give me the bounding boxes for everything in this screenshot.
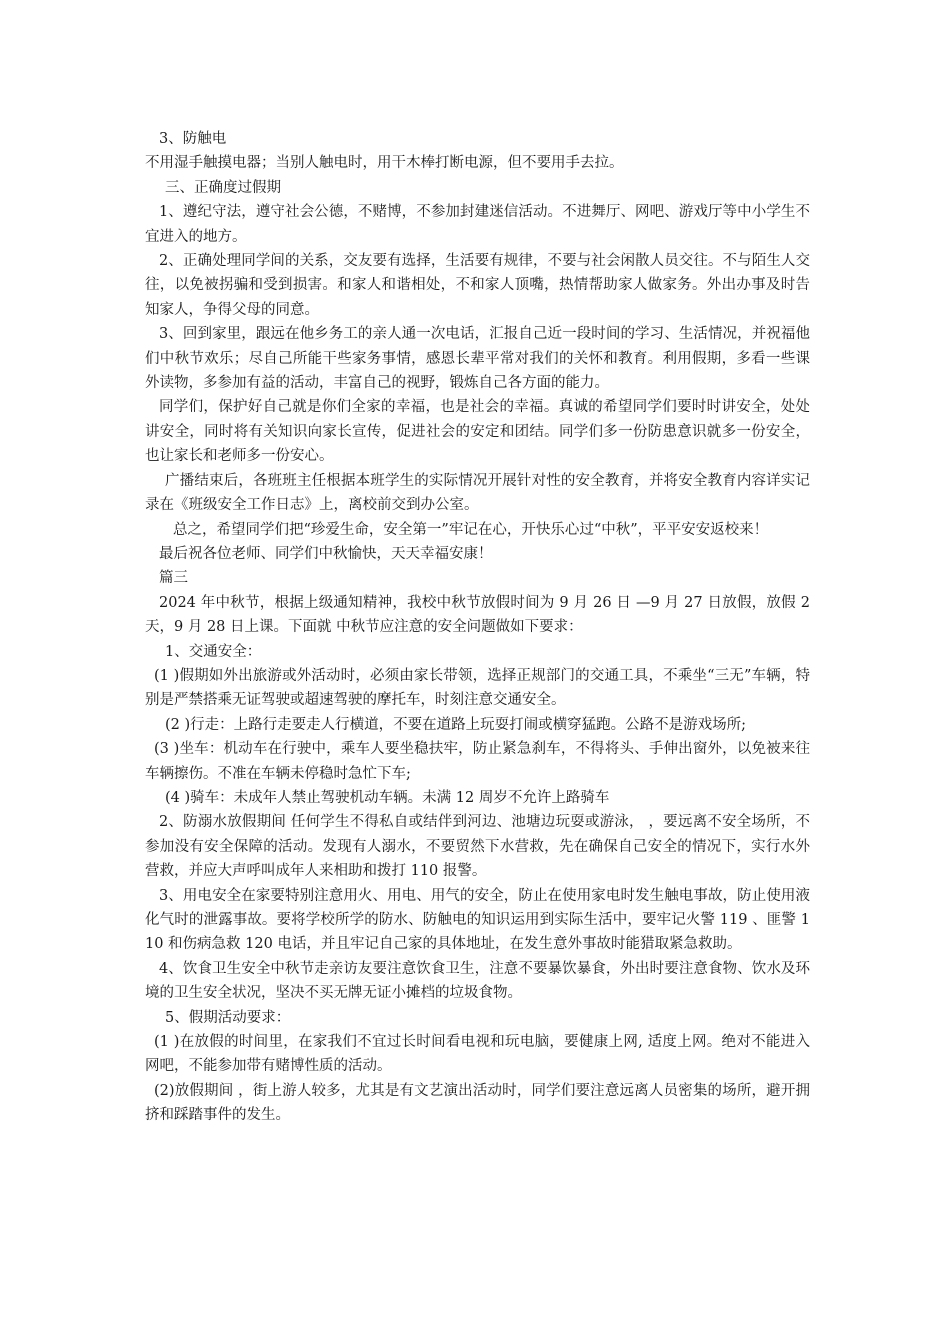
paragraph: 最后祝各位老师、同学们中秋愉快，天天幸福安康！	[159, 545, 493, 562]
paragraph: 2、防溺水放假期间 任何学生不得私自或结伴到河边、池塘边玩耍或游泳， ，要远离不安全场所，不参加没有安全保障的活动。发现有人溺水，不要贸然下水营救，先在确保自己安全的情况下，实行水外营救，并应大声呼叫成年人来相助和拨打 110 报警。	[145, 814, 810, 880]
paragraph: (1 )假期如外出旅游或外活动时，必须由家长带领，选择正规部门的交通工具，不乘坐“三无”车辆，特别是严禁搭乘无证驾驶或超速驾驶的摩托车，时刻注意交通安全。	[145, 667, 810, 709]
paragraph: 4、饮食卫生安全中秋节走亲访友要注意饮食卫生，注意不要暴饮暴食，外出时要注意食物、饮水及环境的卫生安全状况，坚决不买无牌无证小摊档的垃圾食物。	[145, 960, 810, 1002]
paragraph: 总之，希望同学们把“珍爱生命，安全第一”牢记在心，开快乐心过“中秋”，平平安安返校来！	[173, 521, 769, 538]
paragraph: 不用湿手触摸电器；当别人触电时，用干木棒打断电源，但不要用手去拉。	[145, 155, 624, 172]
paragraph: (1 )在放假的时间里，在家我们不宜过长时间看电视和玩电脑，要健康上网, 适度上网。绝对不能进入网吧，不能参加带有赌博性质的活动。	[145, 1034, 810, 1075]
paragraph: (2)放假期间 ，街上游人较多，尤其是有文艺演出活动时，同学们要注意远离人员密集的场所，避开拥挤和踩踏事件的发生。	[145, 1082, 810, 1124]
paragraph: (2 )行走：上路行走要走人行横道，不要在道路上玩耍打闹或横穿猛跑。公路不是游戏场所;	[165, 716, 747, 733]
paragraph: 2、正确处理同学间的关系，交友要有选择，生活要有规律，不要与社会闲散人员交往。不与陌生人交往，以免被拐骗和受到损害。和家人和谐相处，不和家人顶嘴，热情帮助家人做家务。外出办事及时告知家人，争得父母的同意。	[145, 253, 810, 318]
section-heading: 三、正确度过假期	[165, 179, 281, 196]
subheading-traffic-safety: 1、交通安全：	[165, 643, 262, 660]
document-body	[145, 127, 810, 1128]
paragraph: 1、遵纪守法，遵守社会公德，不赌博，不参加封建迷信活动。不进舞厅、网吧、游戏厅等中小学生不宜进入的地方。	[145, 204, 810, 245]
subheading-holiday-activities: 5、假期活动要求：	[165, 1009, 291, 1026]
section-heading: 篇三	[159, 570, 188, 587]
paragraph: (3 )坐车：机动车在行驶中，乘车人要坐稳扶牢，防止紧急刹车，不得将头、手伸出窗外，以免被来往车辆擦伤。不准在车辆未停稳时急忙下车;	[145, 741, 810, 782]
paragraph: 2024 年中秋节，根据上级通知精神，我校中秋节放假时间为 9 月 26 日 —9 月 27 日放假，放假 2 天，9 月 28 日上课。下面就 中秋节应注意的安全问题做如下要求：	[145, 594, 810, 636]
paragraph: 同学们，保护好自己就是你们全家的幸福，也是社会的幸福。真诚的希望同学们要时时讲安全，处处讲安全，同时将有关知识向家长宣传，促进社会的安定和团结。同学们多一份防患意识就多一份安全，也让家长和老师多一份安心。	[145, 399, 810, 465]
subheading-electric-safety: 3、防触电	[159, 131, 227, 147]
paragraph: 3、用电安全在家要特别注意用火、用电、用气的安全，防止在使用家电时发生触电事故，防止使用液化气时的泄露事故。要将学校所学的防水、防触电的知识运用到实际生活中，要牢记火警 119 、匪警 110 和伤病急救 120 电话，并且牢记自己家的具体地址，在发生意外事故时能猎取紧急救助。	[145, 887, 810, 953]
paragraph: (4 )骑车：未成年人禁止驾驶机动车辆。未满 12 周岁不允许上路骑车	[165, 789, 610, 806]
paragraph: 广播结束后，各班班主任根据本班学生的实际情况开展针对性的安全教育，并将安全教育内容详实记录在《班级安全工作日志》上，离校前交到办公室。	[145, 472, 810, 514]
paragraph: 3、回到家里，跟远在他乡务工的亲人通一次电话，汇报自己近一段时间的学习、生活情况，并祝福他们中秋节欢乐；尽自己所能干些家务事情，感恩长辈平常对我们的关怀和教育。利用假期，多看一些课外读物，多参加有益的活动，丰富自己的视野，锻炼自己各方面的能力。	[145, 326, 810, 392]
